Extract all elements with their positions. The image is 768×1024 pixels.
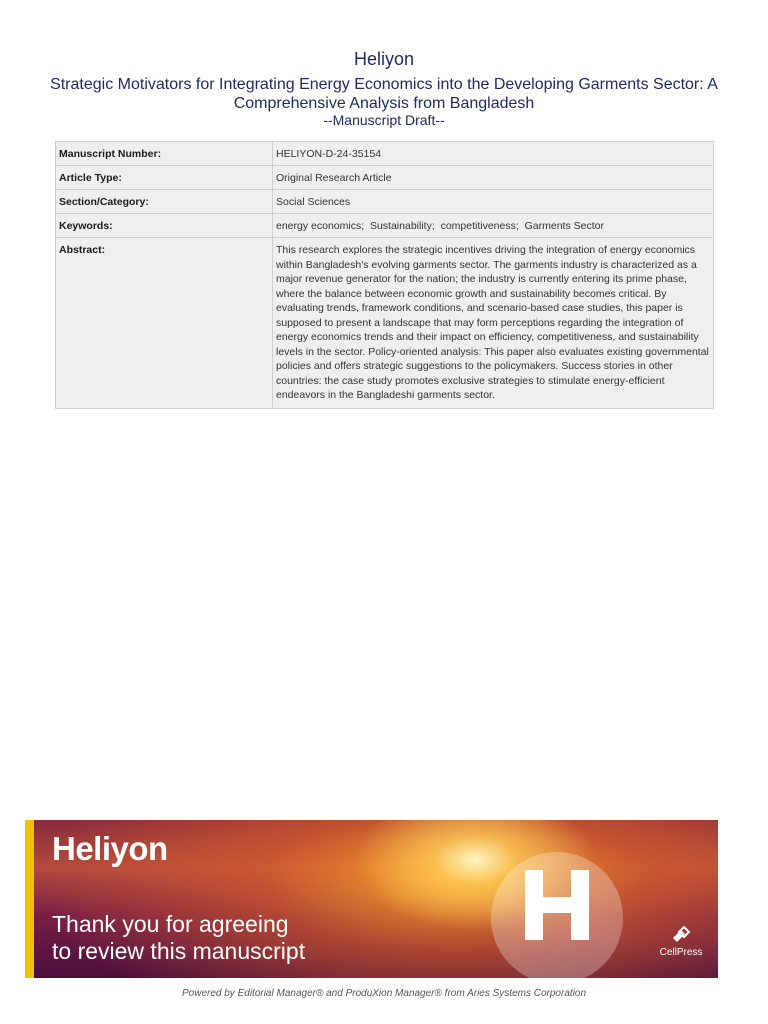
- section-category-value: Social Sciences: [273, 190, 714, 214]
- powered-by-footer: Powered by Editorial Manager® and ProduXion Manager® from Aries Systems Corporation: [182, 988, 586, 999]
- keywords-label: Keywords:: [56, 214, 273, 238]
- manuscript-number-value: HELIYON-D-24-35154: [273, 142, 714, 166]
- article-type-label: Article Type:: [56, 166, 273, 190]
- table-row: [56, 166, 714, 190]
- journal-name: Heliyon: [353, 49, 415, 69]
- manuscript-number-label: Manuscript Number:: [56, 142, 273, 166]
- section-category-label: Section/Category:: [56, 190, 273, 214]
- table-row: [56, 214, 714, 238]
- article-type-value: Original Research Article: [273, 166, 714, 190]
- table-row: [56, 142, 714, 166]
- cellpress-logo: [651, 924, 711, 964]
- draft-label: --Manuscript Draft--: [323, 112, 445, 128]
- abstract-text: This research explores the strategic incentives driving the integration of energy economics within Bangladesh's evolving garments sector. The garments industry is characterized as a major revenue generator for the nation; the industry is currently entering its prime phase, where the balance between economic growth and sustainability becomes critical. By evaluating trends, framework conditions, and scenario-based case studies, this paper is supposed to present a landscape that may form perceptions regarding the integration of energy economics trends and their impact on efficiency, competitiveness, and sustainability levels in the sector. Policy-oriented analysis: This paper also evaluates existing governmental policies and offers strategic suggestions to the policymakers. Success stories in other countries: the case study promotes exclusive strategies to stimulate energy-efficient endeavors in the Bangladeshi garments sector.: [273, 238, 714, 409]
- table-row: [56, 190, 714, 214]
- banner-message-line-2: to review this manuscript: [52, 938, 306, 964]
- abstract-label: Abstract:: [56, 238, 273, 409]
- heliyon-logo: Heliyon: [52, 830, 168, 867]
- cellpress-label: CellPress: [659, 947, 703, 958]
- banner-message-line-1: Thank you for agreeing: [52, 911, 289, 937]
- heliyon-h-icon: [525, 870, 589, 940]
- cellpress-logo-icon: [670, 924, 692, 944]
- keywords-value: energy economics; Sustainability; competitiveness; Garments Sector: [273, 214, 714, 238]
- table-row: [56, 238, 714, 409]
- manuscript-title: Strategic Motivators for Integrating Energy Economics into the Developing Garments Sector: A Comprehensive Analysis from Bangladesh: [50, 76, 718, 112]
- banner-accent-bar: [25, 820, 34, 978]
- page-header: [0, 48, 768, 128]
- banner-message: [52, 911, 305, 965]
- manuscript-details-table: [55, 141, 714, 409]
- review-thank-you-banner: [25, 820, 718, 978]
